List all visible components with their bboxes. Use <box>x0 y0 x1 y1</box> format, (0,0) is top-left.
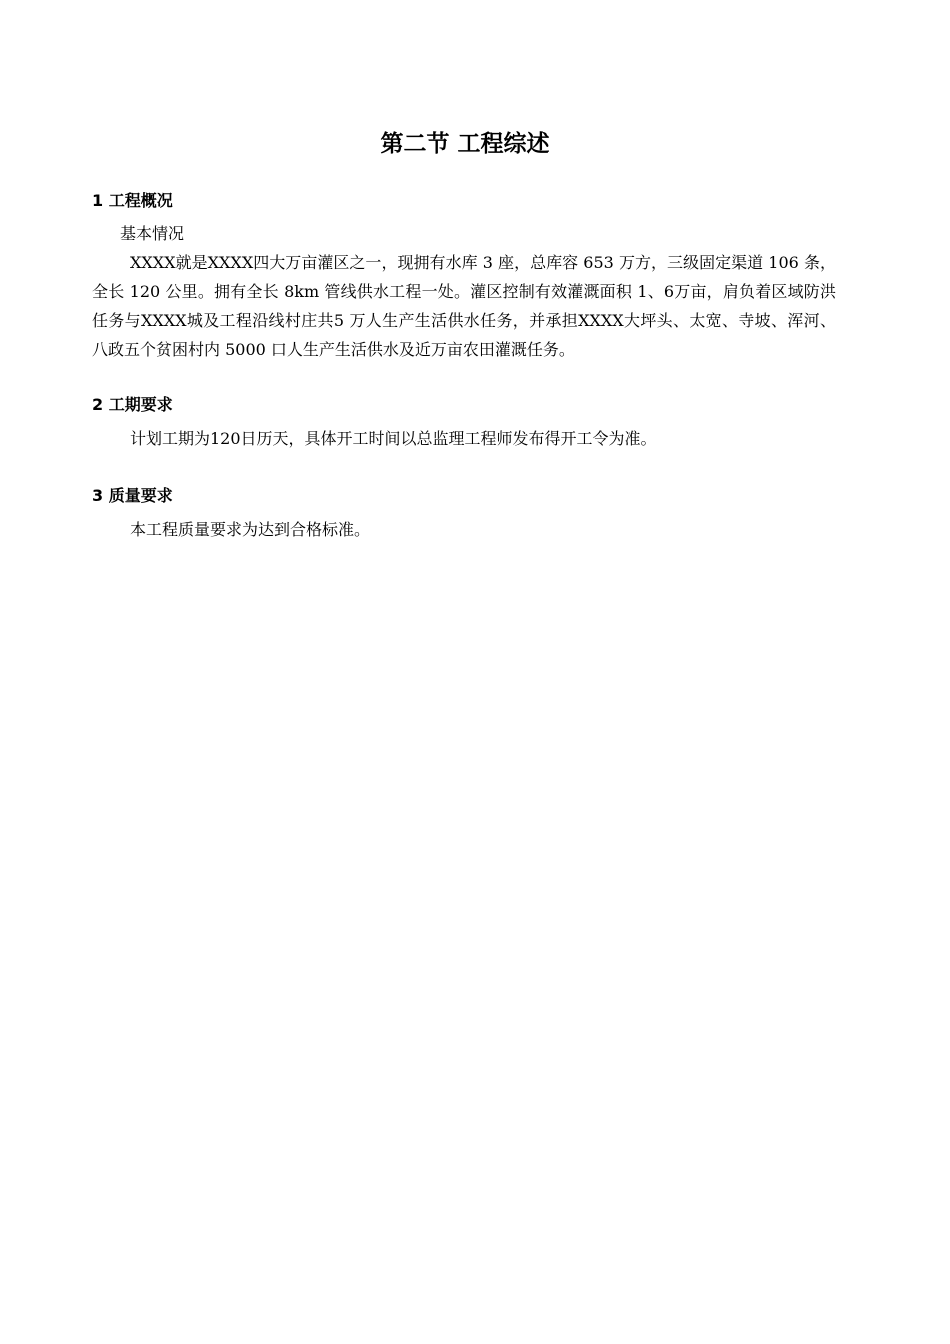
section-schedule <box>92 392 836 453</box>
section-heading: 2 工期要求 <box>92 395 173 414</box>
section-heading: 1 工程概况 <box>92 191 173 210</box>
document-body <box>92 188 836 544</box>
section-paragraph: XXXX就是XXXX四大万亩灌区之一，现拥有水库 3 座，总库容 653 万方，三级固定渠道 106 条，全长 120 公里。拥有全长 8km 管线供水工程一处。灌区控制有效灌溉面积 1、6万亩，肩负着区域防洪任务与XXXX城及工程沿线村庄共5 万人生产生活供水任务，并承担XXXX大坪头、太宽、寺坡、浑河、八政五个贫困村内 5000 口人生产生活供水及近万亩农田灌溉任务。 <box>92 253 836 359</box>
page-title: 第二节 工程综述 <box>380 131 550 157</box>
section-heading: 3 质量要求 <box>92 486 173 505</box>
section-subheading: 基本情况 <box>120 224 185 243</box>
section-paragraph: 计划工期为120日历天，具体开工时间以总监理工程师发布得开工令为准。 <box>130 429 657 448</box>
section-quality <box>92 483 836 544</box>
section-project-overview <box>92 188 836 364</box>
section-paragraph: 本工程质量要求为达到合格标准。 <box>130 520 371 539</box>
